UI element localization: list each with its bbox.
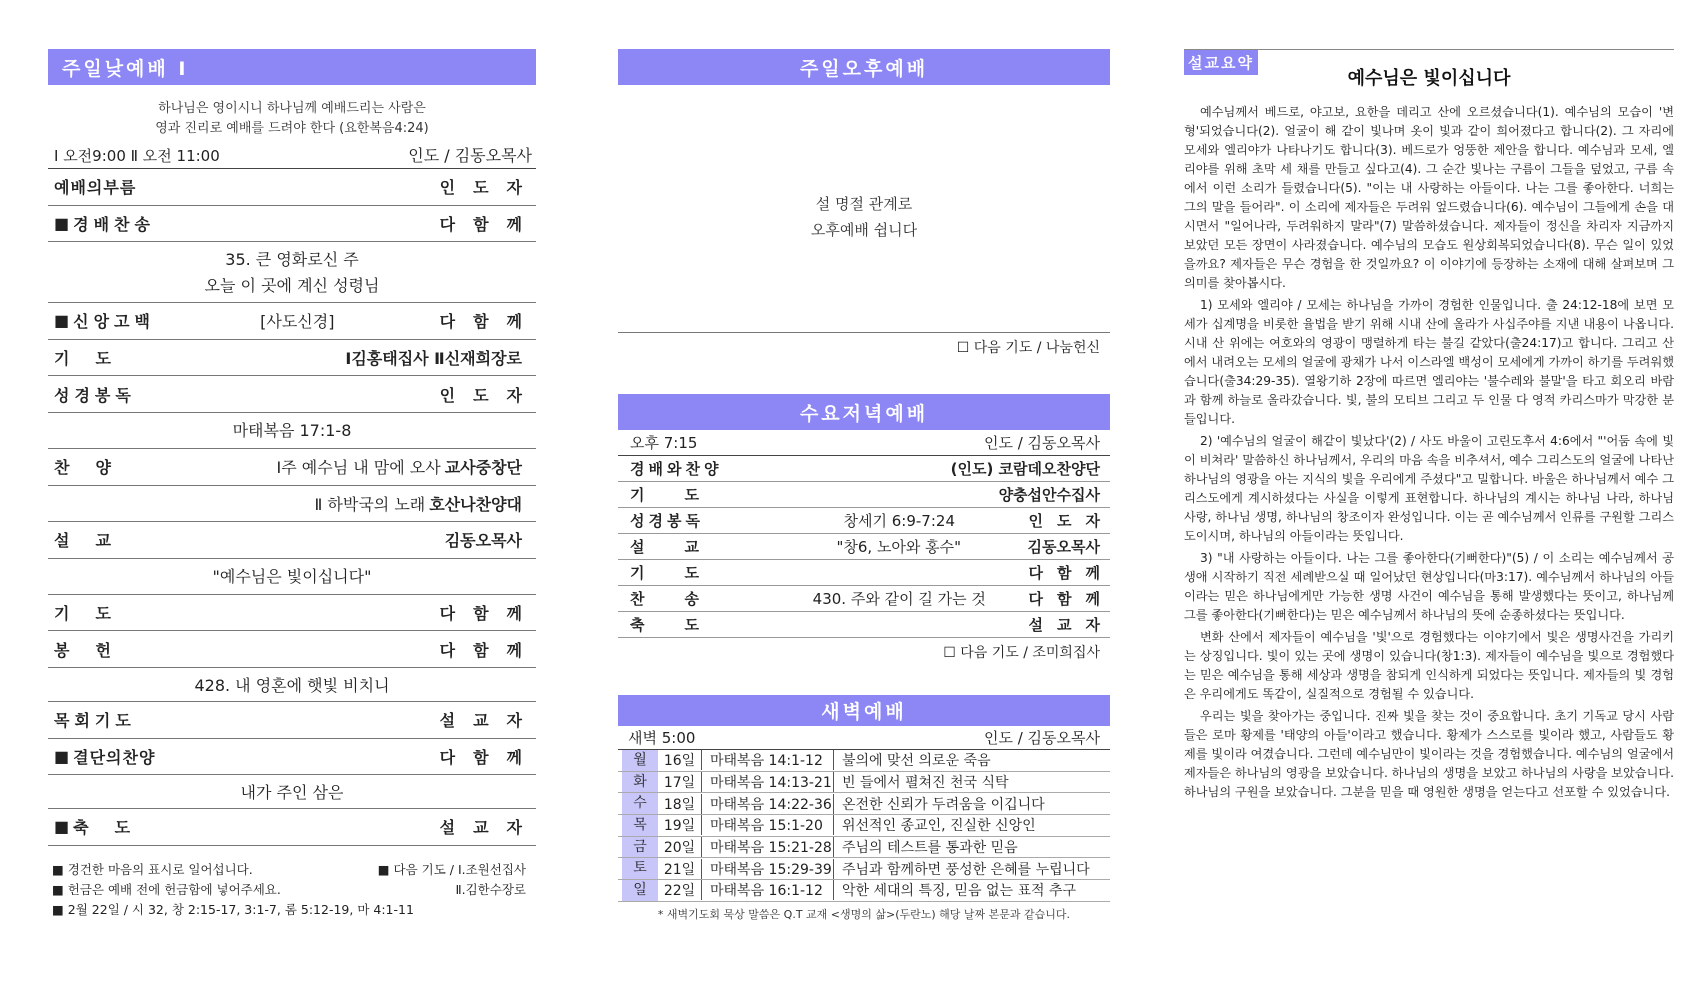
- sermon-paragraph: 3) "내 사랑하는 아들이다. 나는 그를 좋아한다(기뻐한다)"(5) / 이 소리는 예수님께서 공생애 시작하기 직전 세례받으실 때 일어났던 현상입니다(마3:17). 예수님께서 하나님의 아들이라는 믿은 하나님에게만 가능한 생명 사건이 예수님을 통해 발생했다는 뜻이고, 하나님께 그를 좋아한다(기뻐한다)는 믿은 예수님께서 하나님의 뜻에 순종하셨다는 뜻입니다.: [1184, 551, 1674, 622]
- order-who: Ⅰ김홍태집사 Ⅱ신재희장로: [345, 349, 522, 369]
- praise-song-1: 35. 큰 영화로신 주: [225, 250, 359, 270]
- dawn-day: 목: [622, 815, 658, 836]
- order-who: 인도자: [1028, 512, 1114, 530]
- morning-times: Ⅰ 오전9:00 Ⅱ 오전 11:00: [54, 147, 220, 165]
- order-offering: [48, 631, 540, 668]
- order-label: 축도: [73, 818, 157, 838]
- creed-text: [사도신경]: [260, 312, 335, 332]
- dawn-title: 온전한 신뢰가 두려움을 이깁니다: [842, 796, 1045, 813]
- order-label: 설교: [54, 531, 137, 551]
- order-who: 설교자: [1028, 616, 1114, 634]
- sermon-paragraph: 변화 산에서 제자들이 예수님을 '빛'으로 경험했다는 이야기에서 빛은 생명사건을 가리키는 상징입니다. 빛이 있는 곳에 생명이 있습니다(창1:3). 제자들이 예수님을 빛으로 경험했다는 믿은 예수님을 통해 세상과 생명을 참되게 인식하게 되었다는 뜻입니다. 제자들의 빛 경험은 우리에게도 똑같이, 실질적으로 경험될 수 있습니다.: [1184, 630, 1674, 701]
- dawn-date: 20일: [658, 837, 702, 857]
- order-who: 다함께: [439, 747, 540, 767]
- order-label: 찬양: [54, 458, 137, 478]
- dawn-ref: 마태복음 16:1-12: [702, 880, 834, 900]
- wednesday-row: [618, 482, 1110, 508]
- wednesday-order: [618, 456, 1114, 638]
- order-label: 축도: [630, 616, 739, 634]
- order-label: 성경봉독: [54, 385, 136, 405]
- order-label: 목회기도: [54, 711, 136, 731]
- order-who: 다함께: [1028, 590, 1114, 608]
- dawn-header: 새벽예배: [618, 695, 1110, 726]
- order-commitment: [48, 739, 540, 776]
- dawn-date: 18일: [658, 794, 702, 814]
- order-who: 교사중창단: [444, 458, 522, 478]
- bullet-icon: ■: [54, 213, 70, 233]
- order-label: 예배의부름: [54, 178, 137, 198]
- order-text: "창6, 노아와 홍수": [836, 538, 962, 556]
- dawn-row: [618, 793, 1110, 815]
- order-label: 기도: [630, 486, 739, 504]
- order-choir-1: [48, 449, 536, 486]
- order-label: 기도: [630, 564, 739, 582]
- order-who: 다함께: [439, 312, 540, 332]
- dawn-ref: 마태복음 15:1-20: [702, 815, 834, 835]
- order-label: 기도: [54, 604, 137, 624]
- dawn-date: 16일: [658, 750, 702, 770]
- dawn-row: [618, 880, 1110, 902]
- order-label: 봉헌: [54, 640, 137, 660]
- sermon-paragraph: 예수님께서 베드로, 야고보, 요한을 데리고 산에 오르셨습니다(1). 예수님의 모습이 '변형'되었습니다(2). 얼굴이 해 같이 빛나며 옷이 빛과 같이 희어졌다고 합니다(2). 그 자리에 모세와 엘리야가 나타나기도 합니다(3). 베드로가 엉뚱한 제안을 합니다. 예수님과 모세, 엘리야를 위해 초막 세 채를 만들고 싶다고(4). 그 순간 빛나는 구름이 그들을 덮었고, 구름 속에서 이런 소리가 들렸습니다(5). "이는 내 사랑하는 아들이다. 나는 그를 좋아한다. 너희는 그의 말을 들어라". 이 소리에 제자들은 두려워 엎드렸습니다(6). 예수님이 그들에게 손을 대시면서 "일어나라, 두려워하지 말라"(7) 말씀하셨습니다. 제자들이 정신을 차리자 지금까지 보았던 모든 장면이 사라졌습니다. 예수님의 모습도 원상회복되었습니다(8). 무슨 일이 있었을까요? 제자들은 무슨 경험을 한 것일까요? 이 이야기에 등장하는 소재에 대해 살펴보며 그 의미를 찾아봅시다.: [1184, 105, 1674, 290]
- note-text: ■ 경건한 마음의 표시로 일어섭니다.: [52, 861, 253, 877]
- morning-service: [48, 0, 540, 920]
- order-who: 설교자: [439, 711, 540, 731]
- wednesday-header: 수요저녁예배: [618, 394, 1110, 430]
- dawn-schedule: [618, 750, 1110, 902]
- morning-header: 주일낮예배 Ⅰ: [48, 49, 536, 85]
- order-text: 창세기 6:9-7:24: [843, 512, 955, 530]
- choir-song-2: Ⅱ 하박국의 노래: [314, 494, 426, 514]
- order-who: 인도자: [439, 178, 540, 198]
- morning-notes: [48, 860, 536, 920]
- order-who: 설교자: [439, 818, 540, 838]
- choir-song-1: Ⅰ주 예수님 내 맘에 오사: [276, 458, 441, 478]
- afternoon-next-prayer: ☐ 다음 기도 / 나눔헌신: [956, 340, 1100, 356]
- order-text: 430. 주와 같이 길 가는 것: [812, 590, 986, 608]
- afternoon-header: 주일오후예배: [618, 49, 1110, 85]
- lectionary-note: ■ 2월 22일 / 시 32, 창 2:15-17, 3:1-7, 롬 5:12-19, 마 4:1-11: [52, 901, 414, 917]
- order-prayer: [48, 340, 536, 377]
- sermon-summary: [1184, 0, 1674, 802]
- order-label: 설교: [630, 538, 739, 556]
- dawn-time: 새벽 5:00: [628, 729, 696, 747]
- next-prayer-2: Ⅱ.김한수장로: [455, 881, 526, 897]
- dawn-row: [618, 815, 1110, 837]
- order-who: 다함께: [439, 604, 540, 624]
- afternoon-line-1: 설 명절 관계로: [815, 195, 913, 213]
- offering-song: 428. 내 영혼에 햇빛 비치니: [48, 668, 536, 702]
- verse-line-1: 하나님은 영이시니 하나님께 예배드리는 사람은: [158, 101, 426, 116]
- dawn-row: [618, 750, 1110, 772]
- wednesday-row: [618, 560, 1114, 586]
- bullet-icon: ■: [54, 311, 70, 331]
- wednesday-row: [618, 534, 1110, 560]
- sermon-header: [1184, 49, 1674, 91]
- dawn-date: 19일: [658, 815, 702, 835]
- dawn-row: [618, 858, 1110, 880]
- bullet-icon: ■: [54, 746, 70, 766]
- dawn-row: [618, 772, 1110, 794]
- sermon-tag: 설교요약: [1184, 50, 1258, 75]
- dawn-ref: 마태복음 15:29-39: [702, 859, 834, 879]
- praise-songs: [48, 242, 536, 303]
- dawn-day: 화: [622, 772, 658, 793]
- order-label: 기도: [54, 349, 137, 369]
- order-benediction: [48, 809, 540, 846]
- order-label: 찬송: [630, 590, 739, 608]
- order-reading: [48, 376, 540, 413]
- morning-verse: [48, 99, 536, 139]
- order-who: 다함께: [439, 214, 540, 234]
- wednesday-time-row: [618, 430, 1110, 456]
- morning-time-row: [48, 145, 536, 169]
- wednesday-row: [618, 508, 1114, 534]
- dawn-title: 불의에 맞선 의로운 죽음: [842, 753, 991, 770]
- dawn-day: 수: [622, 793, 658, 814]
- sermon-body: [1184, 103, 1674, 802]
- order-prayer-2: [48, 595, 540, 632]
- sermon-paragraph: 우리는 빛을 찾아가는 중입니다. 진짜 빛을 찾는 것이 중요합니다. 초기 기독교 당시 사람들은 로마 황제를 '태양의 아들'이라고 했습니다. 황제가 스스로를 빛이라 했고, 사람들도 황제를 빛이라 여겼습니다. 그런데 예수님만이 빛이라는 것을 경험했습니다. 예수님의 얼굴에서 제자들은 하나님의 영광을 보았습니다. 하나님의 생명을 보았고 하나님의 사랑을 보았습니다. 하나님의 구원을 보았습니다. 그분을 믿을 때 영원한 생명을 얻는다고 선포할 수 있었습니다.: [1184, 709, 1674, 799]
- commit-song: 내가 주인 삼은: [48, 775, 536, 809]
- dawn-date: 21일: [658, 859, 702, 879]
- order-who: 다함께: [1028, 564, 1114, 582]
- middle-column: [618, 0, 1114, 922]
- order-who: 호산나찬양대: [429, 494, 522, 514]
- note-text: ■ 헌금은 예배 전에 헌금함에 넣어주세요.: [52, 881, 281, 897]
- dawn-date: 17일: [658, 772, 702, 792]
- dawn-title: 악한 세대의 특징, 믿음 없는 표적 추구: [842, 883, 1077, 900]
- order-choir-2: [48, 486, 536, 523]
- order-sermon: [48, 522, 536, 559]
- dawn-note: * 새벽기도회 묵상 말씀은 Q.T 교재 <생명의 삶>(두란노) 해당 날짜 본문과 같습니다.: [657, 907, 1071, 921]
- reading-text: 마태복음 17:1-8: [48, 413, 536, 449]
- order-pastoral-prayer: [48, 702, 540, 739]
- dawn-title: 빈 들에서 펼쳐진 천국 식탁: [842, 775, 1009, 792]
- order-who: (인도) 코람데오찬양단: [950, 460, 1100, 478]
- praise-song-2: 오늘 이 곳에 계신 성령님: [204, 276, 380, 296]
- dawn-ref: 마태복음 14:22-36: [702, 794, 834, 814]
- order-who: 김동오목사: [1027, 538, 1100, 556]
- dawn-title: 주님의 테스트를 통과한 믿음: [842, 840, 1018, 857]
- dawn-title: 위선적인 종교인, 진실한 신앙인: [842, 818, 1036, 835]
- wednesday-next-prayer: ☐ 다음 기도 / 조미희집사: [943, 645, 1100, 661]
- order-praise: [48, 206, 540, 243]
- dawn-row: [618, 837, 1110, 859]
- dawn-ref: 마태복음 14:13-21: [702, 772, 834, 792]
- sermon-heading: 예수님은 빛이십니다: [1347, 68, 1511, 89]
- afternoon-notice: [618, 85, 1110, 333]
- wednesday-row: [618, 456, 1110, 482]
- note-row: [52, 880, 536, 900]
- morning-leader: 인도 / 김동오목사: [408, 146, 532, 165]
- sermon-paragraph: 1) 모세와 엘리야 / 모세는 하나님을 가까이 경험한 인물입니다. 출 24:12-18에 보면 모세가 십계명을 비롯한 율법을 받기 위해 시내 산에 올라가 사십주야를 지낸 내용이 나옵니다. 시내 산 위에는 여호와의 영광이 맹렬하게 타는 불길 같았다(출24:17)고 합니다. 그리고 산에서 내려오는 모세의 얼굴에 광채가 나서 이스라엘 백성이 모세에게 가까이 하기를 두려워했습니다(출34:29-35). 열왕기하 2장에 따르면 엘리야는 '불수레와 불말'을 타고 회오리 바람과 함께 하늘로 올라갔습니다. 빛, 불의 모티브 그리고 두 인물 다 영적 카리스마가 막강한 분들입니다.: [1184, 298, 1674, 426]
- dawn-time-row: [618, 726, 1110, 750]
- order-who: 김동오목사: [444, 531, 522, 551]
- order-label: 경배와찬양: [630, 460, 723, 478]
- order-label: 결단의찬양: [73, 747, 156, 767]
- bullet-icon: ■: [54, 817, 70, 837]
- dawn-title: 주님과 함께하면 풍성한 은혜를 누립니다: [842, 861, 1090, 878]
- dawn-day: 금: [622, 837, 658, 858]
- wednesday-leader: 인도 / 김동오목사: [983, 434, 1100, 452]
- dawn-ref: 마태복음 15:21-28: [702, 837, 834, 857]
- order-who: 다함께: [439, 640, 540, 660]
- dawn-day: 토: [622, 858, 658, 879]
- sermon-paragraph: 2) '예수님의 얼굴이 해같이 빛났다'(2) / 사도 바울이 고린도후서 4:6에서 "'어둠 속에 빛이 비쳐라' 말씀하신 하나님께서, 우리의 마음 속을 비추셔서, 예수 그리스도의 얼굴에 나타난 하나님의 영광을 아는 지식의 빛을 우리에게 주셨다"고 밀합니다. 바울은 하나님께서 예수 그리스도에게 계시하셨다는 사실을 이렇게 표현합니다. 하나님의 계시는 하나님 나라, 하나님 사랑, 하나님 생명, 하나님의 창조이자 완성입니다. 이는 곧 예수님께서 인류를 구원할 그리스도이시며, 하나님의 아들이라는 뜻입니다.: [1184, 434, 1674, 543]
- note-row: [52, 860, 536, 880]
- wednesday-row: [618, 612, 1114, 638]
- verse-line-2: 영과 진리로 예배를 드려야 한다 (요한복음4:24): [155, 121, 429, 136]
- dawn-day: 일: [622, 880, 658, 901]
- sermon-title: "예수님은 빛이십니다": [48, 559, 536, 595]
- order-who: 양충섭안수집사: [998, 486, 1100, 504]
- wednesday-row: [618, 586, 1114, 612]
- order-label: 신앙고백: [73, 312, 155, 332]
- afternoon-line-2: 오후예배 쉽니다: [810, 221, 918, 239]
- dawn-ref: 마태복음 14:1-12: [702, 750, 834, 770]
- order-creed: [48, 303, 540, 340]
- dawn-date: 22일: [658, 880, 702, 900]
- next-prayer: ■ 다음 기도 / Ⅰ.조원선집사: [377, 861, 526, 877]
- dawn-leader: 인도 / 김동오목사: [983, 729, 1100, 747]
- dawn-day: 월: [622, 750, 658, 771]
- order-who: 인도자: [439, 385, 540, 405]
- wednesday-time: 오후 7:15: [630, 434, 698, 452]
- order-call: [48, 169, 540, 206]
- order-label: 경배찬송: [73, 214, 155, 234]
- order-label: 성경봉독: [630, 512, 704, 530]
